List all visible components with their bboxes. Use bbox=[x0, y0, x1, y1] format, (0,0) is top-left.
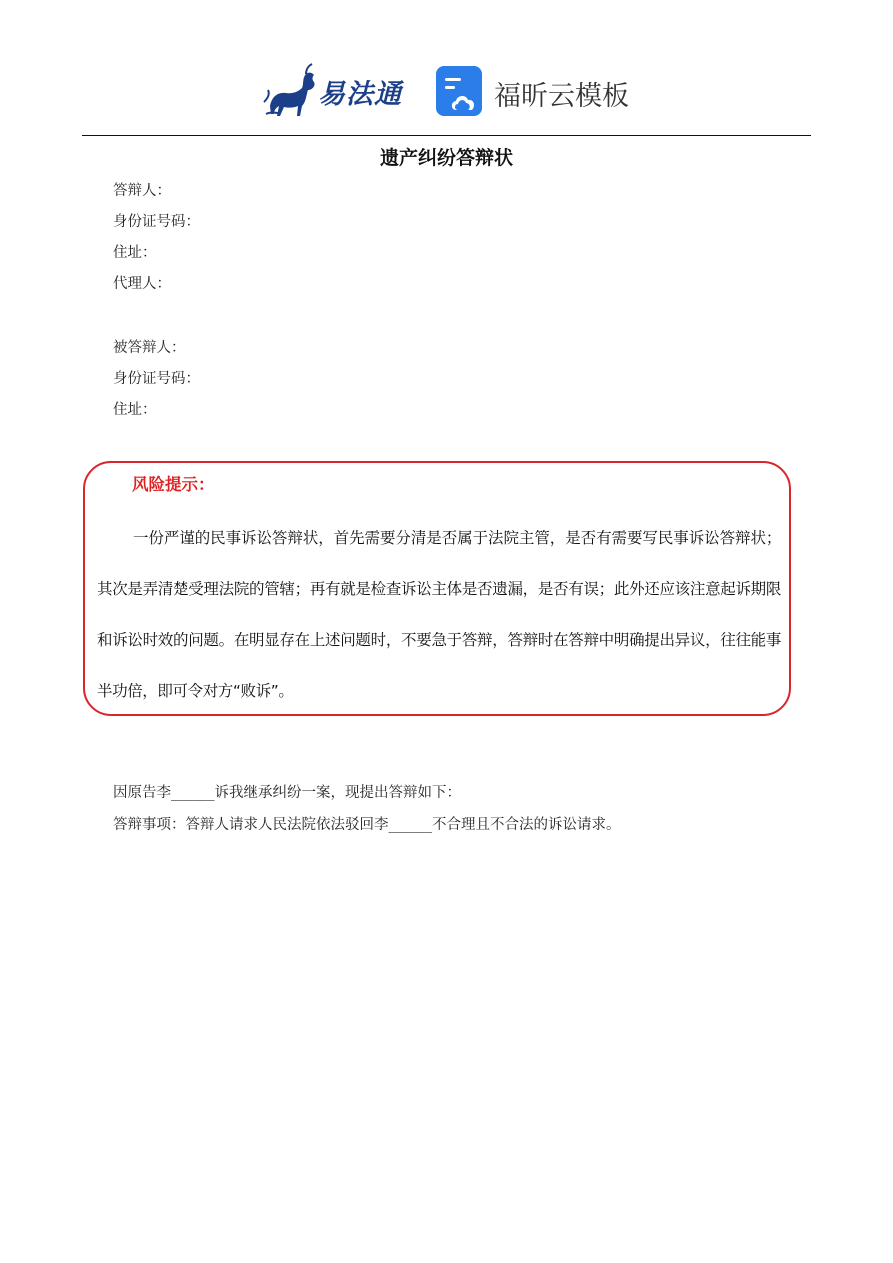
header-divider bbox=[82, 135, 811, 136]
qilin-icon bbox=[262, 62, 320, 120]
risk-notice-title: 风险提示： bbox=[132, 475, 215, 494]
risk-notice-box bbox=[83, 461, 791, 716]
plaintiff-address-label: 住址： bbox=[113, 402, 157, 418]
respondent-name-label: 答辩人： bbox=[113, 183, 171, 199]
respondent-address-label: 住址： bbox=[113, 245, 157, 261]
respondent-agent-label: 代理人： bbox=[113, 276, 171, 292]
yifatong-logo bbox=[262, 62, 412, 120]
foxit-template-logo-text: 福昕云模板 bbox=[494, 81, 629, 112]
yifatong-logo-text: 易法通 bbox=[318, 79, 402, 110]
risk-notice-body: 一份严谨的民事诉讼答辩状，首先需要分清是否属于法院主管，是否有需要写民事诉讼答辩状；其次是弄清楚受理法院的管辖；再有就是检查诉讼主体是否遗漏，是否有误；此外还应该注意起诉期限和诉讼时效的问题。在明显存在上述问题时，不要急于答辩，答辩时在答辩中明确提出异议，往往能事半功倍，即可令对方“败诉”。 bbox=[97, 529, 781, 700]
defense-matters-paragraph: 答辩事项：答辩人请求人民法院依法驳回李______不合理且不合法的诉讼请求。 bbox=[113, 817, 621, 833]
respondent-id-label: 身份证号码： bbox=[113, 214, 200, 230]
cloud-document-icon bbox=[436, 66, 486, 118]
plaintiff-id-label: 身份证号码： bbox=[113, 371, 200, 387]
page-header bbox=[0, 56, 893, 126]
foxit-template-logo bbox=[436, 64, 636, 120]
defense-intro-paragraph: 因原告李______诉我继承纠纷一案，现提出答辩如下： bbox=[113, 785, 461, 801]
document-title: 遗产纠纷答辩状 bbox=[379, 147, 513, 169]
plaintiff-name-label: 被答辩人： bbox=[113, 340, 186, 356]
